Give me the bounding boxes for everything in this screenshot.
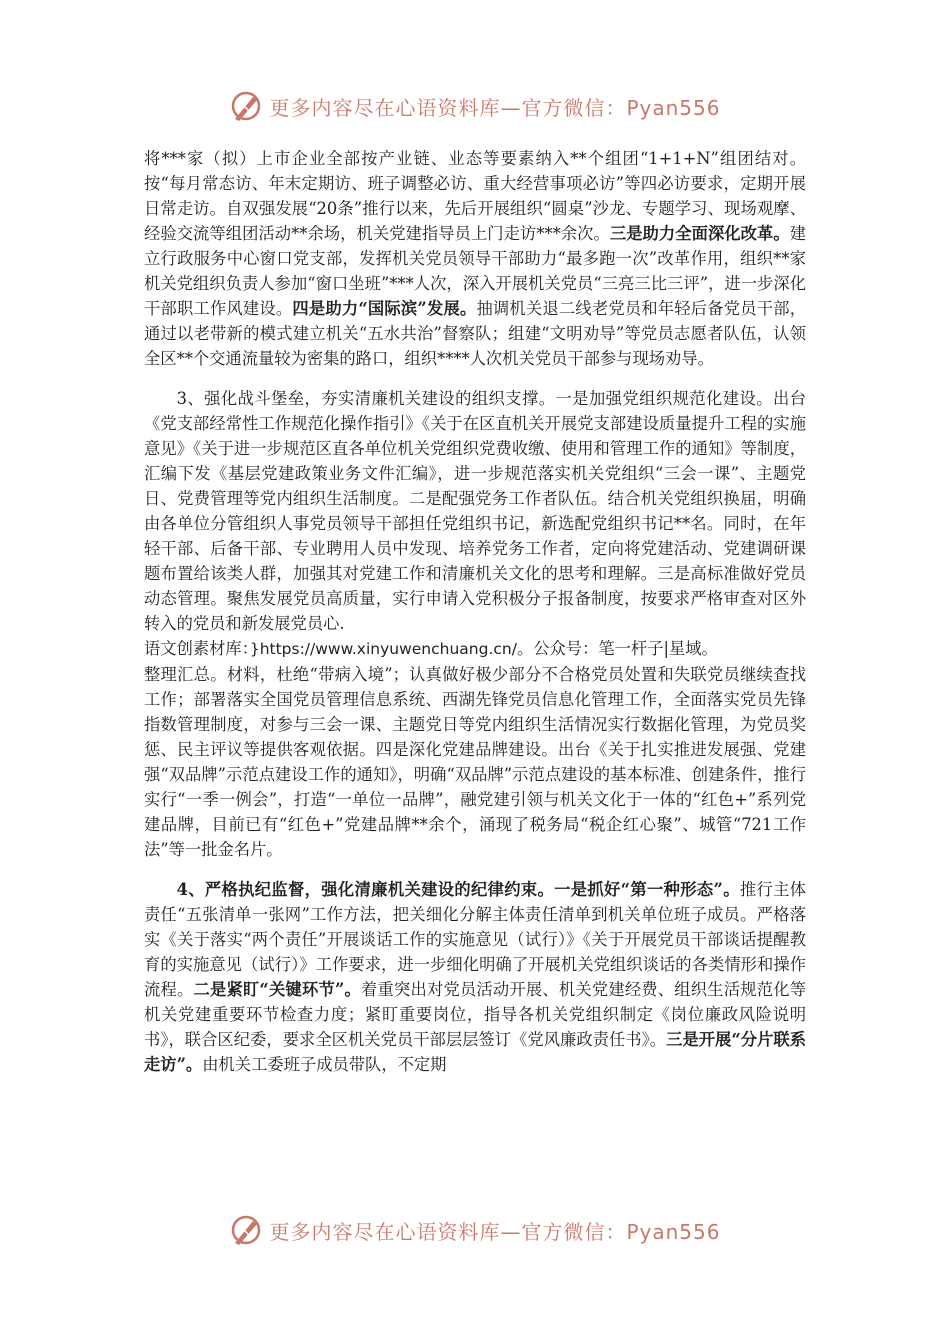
inline-watermark-url: }https://www.xinyuwenchuang.cn/ [249, 640, 517, 658]
inline-watermark: 语文创素材库： [144, 639, 250, 658]
pen-logo-icon [229, 1213, 263, 1247]
footer-watermark [0, 1210, 950, 1250]
document-body [144, 146, 806, 1077]
bold-run: 4、严格执纪监督，强化清廉机关建设的纪律约束。一是抓好“第一种形态”。 [176, 880, 740, 899]
text-run: 着重突出对党员活动开展、机关党建经费、组织生活规范化等机关党建重要环节检查力度；紧盯重要岗位，指导各机关党组织制定《岗位廉政风险说明书》，联合区纪委，要求全区机关党员干部层层签订《党风廉政责任书》。 [144, 980, 806, 1049]
text-run: 将***家（拟）上市企业全部按产业链、业态等要素纳入**个组团“1+1+N”组团结对。按“每月常态访、年末定期访、班子调整必访、重大经营事项必访”等四必访要求，定期开展日常走访。自双强发展“20条”推行以来，先后开展组织“圆桌”沙龙、专题学习、现场观摩、经验交流等组团活动**余场，机关党建指导员上门走访***余次。 [144, 149, 806, 243]
text-run: 推行主体责任“五张清单一张网”工作方法，把关细化分解主体责任清单到机关单位班子成员。严格落实《关于落实“两个责任”开展谈话工作的实施意见（试行）》《关于开展党员干部谈话提醒教育的实施意见（试行）》工作要求，进一步细化明确了开展机关党组织谈话的各类情形和操作流程。 [144, 880, 806, 999]
paragraph-3 [144, 877, 806, 1077]
paragraph-1 [144, 146, 806, 371]
bold-run: 三是助力全面深化改革。 [609, 224, 790, 243]
bold-run: 二是紧盯“关键环节”。 [193, 980, 362, 999]
header-watermark-text: 更多内容尽在心语资料库—官方微信：Pyan556 [269, 95, 721, 120]
text-run: 建立行政服务中心窗口党支部，发挥机关党员领导干部助力“最多跑一次”改革作用，组织**家机关党组织负责人参加“窗口坐班”***人次，深入开展机关党员“三亮三比三评”，进一步深化干部职工作风建设。 [144, 224, 806, 318]
text-run: 抽调机关退二线老党员和年轻后备党员干部，通过以老带新的模式建立机关“五水共治”督察队；组建“文明劝导”等党员志愿者队伍，认领全区**个交通流量较为密集的路口，组织****人次机关党员干部参与现场劝导。 [144, 299, 806, 368]
bold-run: 四是助力“国际滨”发展。 [292, 299, 477, 318]
bold-run: 三是开展“分片联系走访”。 [144, 1030, 806, 1074]
text-run: 整理汇总。材料，杜绝“带病入境”；认真做好极少部分不合格党员处置和失联党员继续查找工作；部署落实全国党员管理信息系统、西湖先锋党员信息化管理工作，全面落实党员先锋指数管理制度，对参与三会一课、主题党日等党内组织生活情况实行数据化管理，为党员奖惩、民主评议等提供客观依据。四是深化党建品牌建设。出台《关于扎实推进发展强、党建强“双品牌”示范点建设工作的通知》，明确“双品牌”示范点建设的基本标准、创建条件，推行实行“一季一例会”，打造“一单位一品牌”，融党建引领与机关文化于一体的“红色+”系列党建品牌，目前已有“红色+”党建品牌**余个，涌现了税务局“税企红心聚”、城管“721工作法”等一批金名片。 [144, 665, 806, 859]
footer-watermark-text: 更多内容尽在心语资料库—官方微信：Pyan556 [269, 1219, 721, 1244]
text-run: 由机关工委班子成员带队，不定期 [202, 1055, 447, 1074]
pen-logo-icon [229, 89, 263, 123]
paragraph-2 [144, 386, 806, 862]
header-watermark [0, 86, 950, 126]
inline-watermark: 。公众号：笔一杆子|星域。 [516, 639, 718, 658]
text-run: 3、强化战斗堡垒，夯实清廉机关建设的组织支撑。一是加强党组织规范化建设。出台《党支部经常性工作规范化操作指引》《关于在区直机关开展党支部建设质量提升工程的实施意见》《关于进一步规范区直各单位机关党组织党费收缴、使用和管理工作的通知》等制度，汇编下发《基层党建政策业务文件汇编》，进一步规范落实机关党组织“三会一课”、主题党日、党费管理等党内组织生活制度。二是配强党务工作者队伍。结合机关党组织换届，明确由各单位分管组织人事党员领导干部担任党组织书记，新选配党组织书记**名。同时，在年轻干部、后备干部、专业聘用人员中发现、培养党务工作者，定向将党建活动、党建调研课题布置给该类人群，加强其对党建工作和清廉机关文化的思考和理解。三是高标准做好党员动态管理。聚焦发展党员高质量，实行申请入党积极分子报备制度，按要求严格审查对区外转入的党员和新发展党员心. [144, 389, 806, 633]
